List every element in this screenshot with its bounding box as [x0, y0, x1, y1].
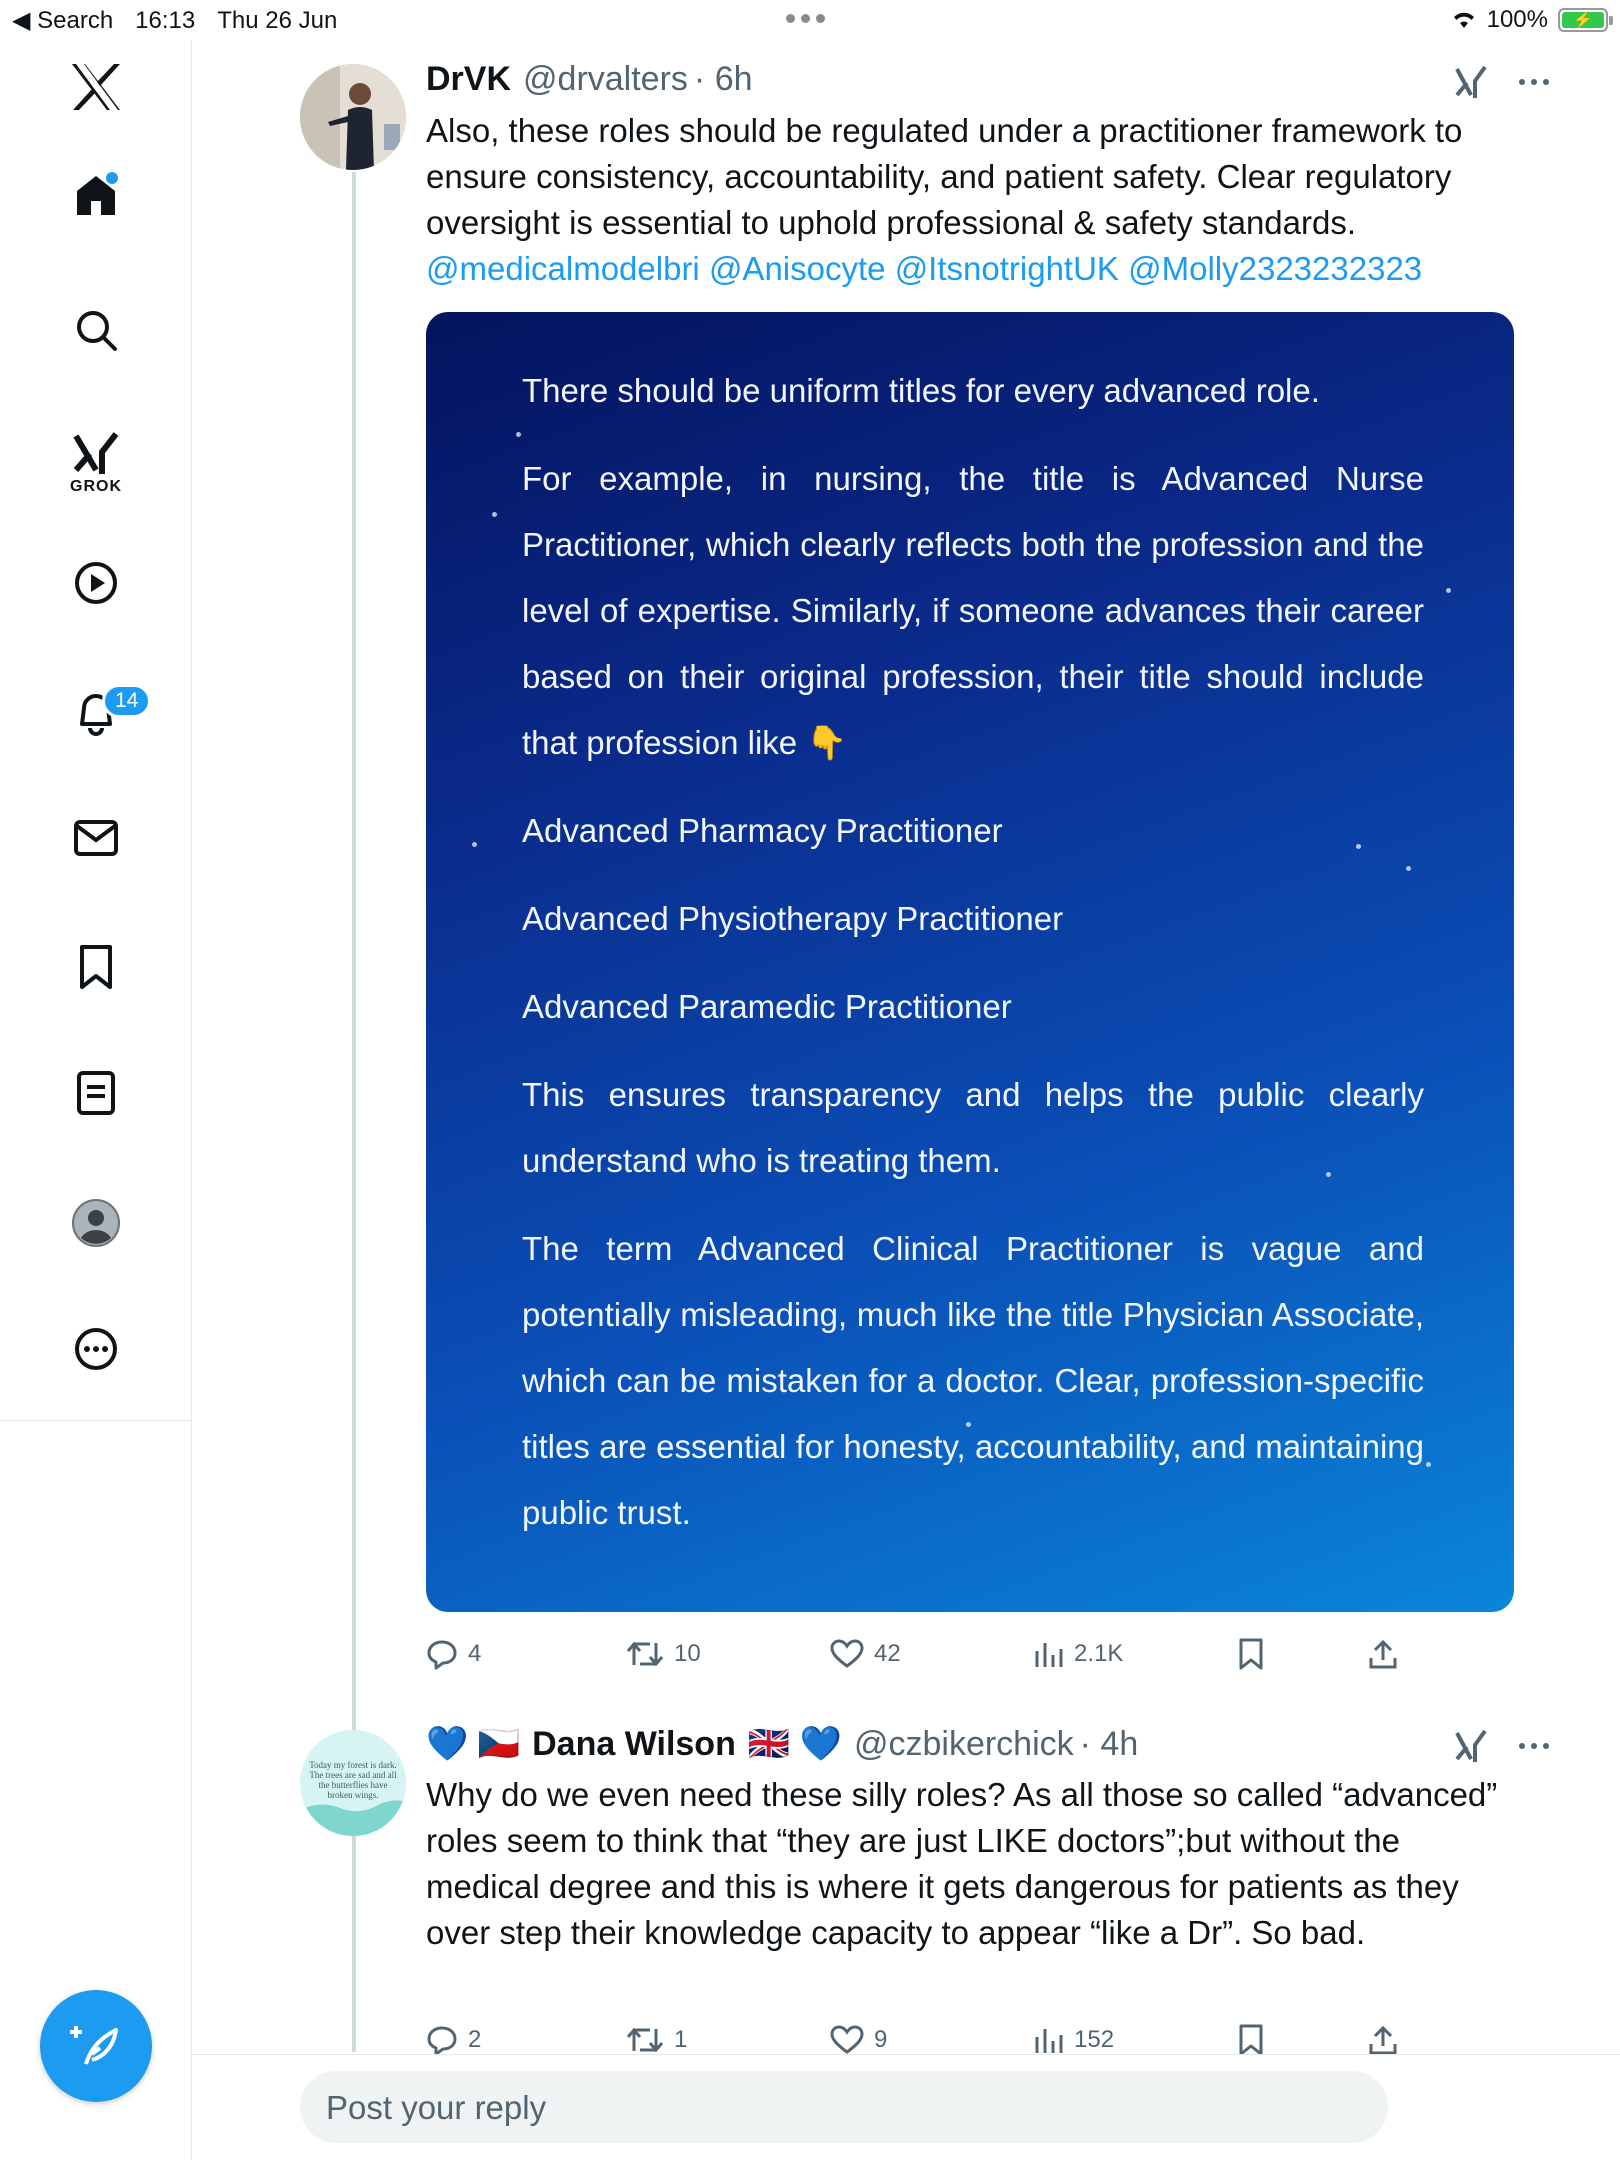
- mention-link[interactable]: @ItsnotrightUK: [894, 250, 1119, 287]
- tweet-header: [426, 1724, 1138, 1764]
- compose-button[interactable]: [40, 1990, 152, 2102]
- sidebar: [0, 40, 192, 2160]
- like-count: 42: [874, 1640, 901, 1667]
- repost-icon: [626, 1639, 664, 1669]
- more-options-icon[interactable]: [1518, 78, 1550, 86]
- grok-explain-icon[interactable]: [1454, 1728, 1488, 1764]
- tweet-author-name[interactable]: DrVK: [426, 60, 512, 98]
- image-paragraph: Advanced Pharmacy Practitioner: [522, 812, 1003, 849]
- battery-percent: 100%: [1486, 6, 1548, 33]
- image-paragraph: This ensures transparency and helps the public clearly understand who is treating them.: [522, 1076, 1424, 1179]
- nav-video[interactable]: [0, 560, 192, 606]
- share-icon: [1368, 1638, 1398, 1670]
- tweet-top-actions: [1454, 64, 1550, 100]
- tweet-author-name[interactable]: Dana Wilson: [532, 1724, 736, 1763]
- nav-grok[interactable]: [0, 430, 192, 496]
- battery-icon: ⚡: [1558, 8, 1608, 32]
- avatar-drvk[interactable]: [300, 64, 406, 170]
- like-button[interactable]: [830, 1639, 901, 1669]
- nav-bookmarks[interactable]: [0, 944, 192, 990]
- compose-feather-icon: [70, 2020, 122, 2072]
- repost-count: 1: [674, 2026, 688, 2053]
- list-document-icon: [76, 1070, 116, 1116]
- tweet-body: [426, 1772, 1516, 1956]
- repost-icon: [626, 2025, 664, 2055]
- home-unread-dot: [106, 172, 118, 184]
- nav-messages[interactable]: [0, 818, 192, 858]
- status-bar: [0, 0, 1620, 40]
- reply-count: 4: [468, 1640, 482, 1667]
- reply-input[interactable]: Post your reply: [300, 2071, 1388, 2143]
- name-emoji-prefix: 💙 🇨🇿: [426, 1725, 521, 1763]
- image-paragraph: Advanced Physiotherapy Practitioner: [522, 900, 1064, 937]
- profile-avatar-icon: [71, 1198, 121, 1248]
- nav-profile[interactable]: [0, 1198, 192, 1248]
- reply-composer-bar: [192, 2054, 1620, 2160]
- share-button[interactable]: [1368, 2024, 1398, 2056]
- back-to-search[interactable]: ◀ Search: [12, 7, 114, 34]
- wifi-icon: [1451, 10, 1477, 30]
- like-button[interactable]: [830, 2025, 887, 2055]
- play-icon: [73, 560, 119, 606]
- views-chart-icon: [1034, 1639, 1064, 1669]
- tweet-text: Also, these roles should be regulated under a practitioner framework to ensure consistency, accountability, and patient safety. Clear regulatory oversight is essential to uphold professional & safety standards.: [426, 112, 1463, 241]
- bookmark-icon: [78, 944, 114, 990]
- tweet-body: [426, 108, 1516, 292]
- tweet-timestamp[interactable]: · 6h: [693, 60, 753, 98]
- x-logo[interactable]: [0, 62, 192, 112]
- search-icon: [74, 308, 118, 352]
- reply-icon: [426, 1638, 458, 1670]
- multitask-dots-icon[interactable]: [786, 4, 825, 23]
- more-options-icon[interactable]: [1518, 1742, 1550, 1750]
- tweet-text: Why do we even need these silly roles? As all those so called “advanced” roles seem to think that “they are just LIKE doctors”;but without the medical degree and this is where it gets dangerous for patients as they over step their knowledge capacity to appear “like a Dr”. So bad.: [426, 1776, 1498, 1951]
- heart-icon: [830, 2025, 864, 2055]
- tweet-author-handle[interactable]: @drvalters: [523, 60, 688, 98]
- repost-count: 10: [674, 1640, 701, 1667]
- image-paragraph: The term Advanced Clinical Practitioner is vague and potentially misleading, much like the title Physician Associate, which can be mistaken for a doctor. Clear, profession-specific titles are essential for honesty, accountability, and maintaining public trust.: [522, 1230, 1424, 1531]
- nav-lists[interactable]: [0, 1070, 192, 1116]
- svg-text:The trees are sad and all: The trees are sad and all: [309, 1770, 397, 1780]
- notifications-badge: 14: [102, 684, 151, 718]
- views-count: 152: [1074, 2026, 1115, 2053]
- mention-link[interactable]: @medicalmodelbri: [426, 250, 700, 287]
- name-emoji-suffix: 🇬🇧 💙: [747, 1725, 842, 1763]
- views-chart-icon: [1034, 2025, 1064, 2055]
- heart-icon: [830, 1639, 864, 1669]
- views-button[interactable]: [1034, 2025, 1114, 2055]
- tweet-actions: [426, 1634, 1426, 1674]
- views-count: 2.1K: [1074, 1640, 1124, 1667]
- mention-link[interactable]: @Anisocyte: [708, 250, 886, 287]
- reply-icon: [426, 2024, 458, 2056]
- status-date: Thu 26 Jun: [217, 6, 338, 34]
- tweet-timestamp[interactable]: · 4h: [1079, 1724, 1139, 1763]
- svg-text:the butterflies have: the butterflies have: [318, 1780, 388, 1790]
- avatar-dana-wilson[interactable]: [300, 1730, 406, 1836]
- image-text-block: [522, 358, 1424, 1568]
- repost-button[interactable]: [626, 1639, 701, 1669]
- share-button[interactable]: [1368, 1638, 1398, 1670]
- share-icon: [1368, 2024, 1398, 2056]
- bookmark-icon: [1238, 1638, 1264, 1670]
- tweet-header: [426, 60, 753, 99]
- reply-count: 2: [468, 2026, 482, 2053]
- bookmark-button[interactable]: [1238, 2024, 1264, 2056]
- svg-text:broken wings.: broken wings.: [327, 1790, 379, 1800]
- image-paragraph: Advanced Paramedic Practitioner: [522, 988, 1012, 1025]
- image-paragraph: There should be uniform titles for every advanced role.: [522, 372, 1320, 409]
- image-paragraph: For example, in nursing, the title is Advanced Nurse Practitioner, which clearly reflects both the profession and the level of expertise. Similarly, if someone advances their career based on their original profession, their title should include that profession like 👇: [522, 460, 1424, 761]
- grok-explain-icon[interactable]: [1454, 64, 1488, 100]
- grok-label: GROK: [70, 478, 122, 495]
- repost-button[interactable]: [626, 2025, 687, 2055]
- sidebar-divider: [0, 1420, 192, 1421]
- nav-home[interactable]: [0, 172, 192, 218]
- bookmark-button[interactable]: [1238, 1638, 1264, 1670]
- nav-explore[interactable]: [0, 308, 192, 352]
- reply-button[interactable]: [426, 1638, 481, 1670]
- grok-icon: [72, 430, 120, 476]
- svg-text:Today my forest is dark.: Today my forest is dark.: [309, 1760, 397, 1770]
- tweet-top-actions: [1454, 1728, 1550, 1764]
- status-time: 16:13: [135, 6, 196, 34]
- reply-button[interactable]: [426, 2024, 481, 2056]
- like-count: 9: [874, 2026, 888, 2053]
- nav-more[interactable]: [0, 1326, 192, 1372]
- nav-notifications[interactable]: [0, 688, 192, 736]
- views-button[interactable]: [1034, 1639, 1123, 1669]
- x-logo-icon: [70, 62, 122, 112]
- mention-link[interactable]: @Molly2323232323: [1128, 250, 1423, 287]
- bookmark-icon: [1238, 2024, 1264, 2056]
- tweet-author-handle[interactable]: @czbikerchick: [853, 1724, 1074, 1763]
- envelope-icon: [73, 818, 119, 858]
- more-circle-icon: [73, 1326, 119, 1372]
- tweet-image[interactable]: [426, 312, 1514, 1612]
